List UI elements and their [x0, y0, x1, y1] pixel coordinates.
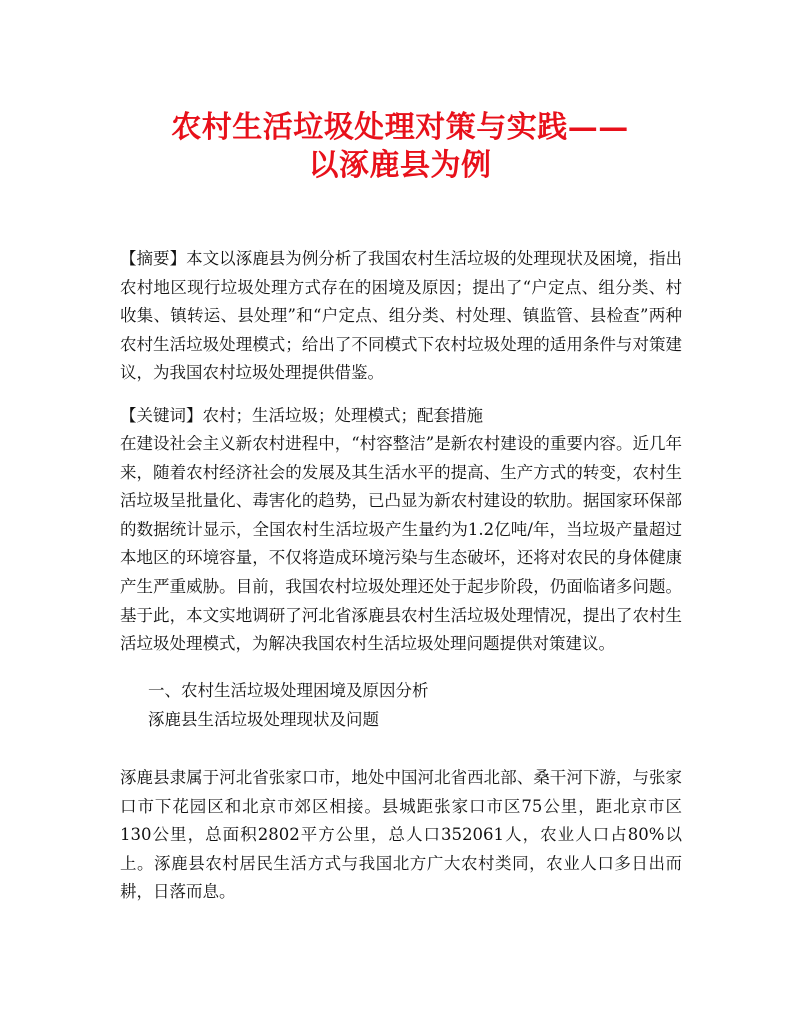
body-paragraph: 涿鹿县隶属于河北省张家口市，地处中国河北省西北部、桑干河下游，与张家口市下花园区和北京市郊区相接。县城距张家口市区75公里，距北京市区130公里，总面积2802平方公里，总人口352061人，农业人口占80%以上。涿鹿县农村居民生活方式与我国北方广大农村类同，农业人口多日出而耕，日落而息。 — [120, 768, 682, 902]
keywords-text: 农村；生活垃圾；处理模式；配套措施 — [202, 406, 483, 425]
keywords-label: 【关键词】 — [120, 406, 203, 425]
abstract-paragraph — [120, 245, 682, 388]
intro-paragraph: 在建设社会主义新农村进程中，“村容整洁”是新农村建设的重要内容。近几年来，随着农村经济社会的发展及其生活水平的提高、生产方式的转变，农村生活垃圾呈批量化、毒害化的趋势，已凸显为新农村建设的软肋。据国家环保部的数据统计显示，全国农村生活垃圾产生量约为1.2亿吨/年，当垃圾产量超过本地区的环境容量，不仅将造成环境污染与生态破坏，还将对农民的身体健康产生严重威胁。目前，我国农村垃圾处理还处于起步阶段，仍面临诸多问题。基于此，本文实地调研了河北省涿鹿县农村生活垃圾处理情况，提出了农村生活垃圾处理模式，为解决我国农村生活垃圾处理问题提供对策建议。 — [120, 434, 682, 654]
abstract-label: 【摘要】 — [120, 249, 187, 268]
document-title-line-1: 农村生活垃圾处理对策与实践—— — [171, 110, 629, 145]
section-subheading: 涿鹿县生活垃圾处理现状及问题 — [148, 710, 379, 729]
document-title-line-2: 以涿鹿县为例 — [308, 148, 492, 183]
abstract-text: 本文以涿鹿县为例分析了我国农村生活垃圾的处理现状及困境，指出农村地区现行垃圾处理方式存在的困境及原因；提出了“户定点、组分类、村收集、镇转运、县处理”和“户定点、组分类、村处理、镇监管、县检查”两种农村生活垃圾处理模式；给出了不同模式下农村垃圾处理的适用条件与对策建议，为我国农村垃圾处理提供借鉴。 — [120, 249, 683, 383]
keywords-line — [120, 402, 682, 431]
section-heading: 一、农村生活垃圾处理困境及原因分析 — [148, 681, 429, 700]
